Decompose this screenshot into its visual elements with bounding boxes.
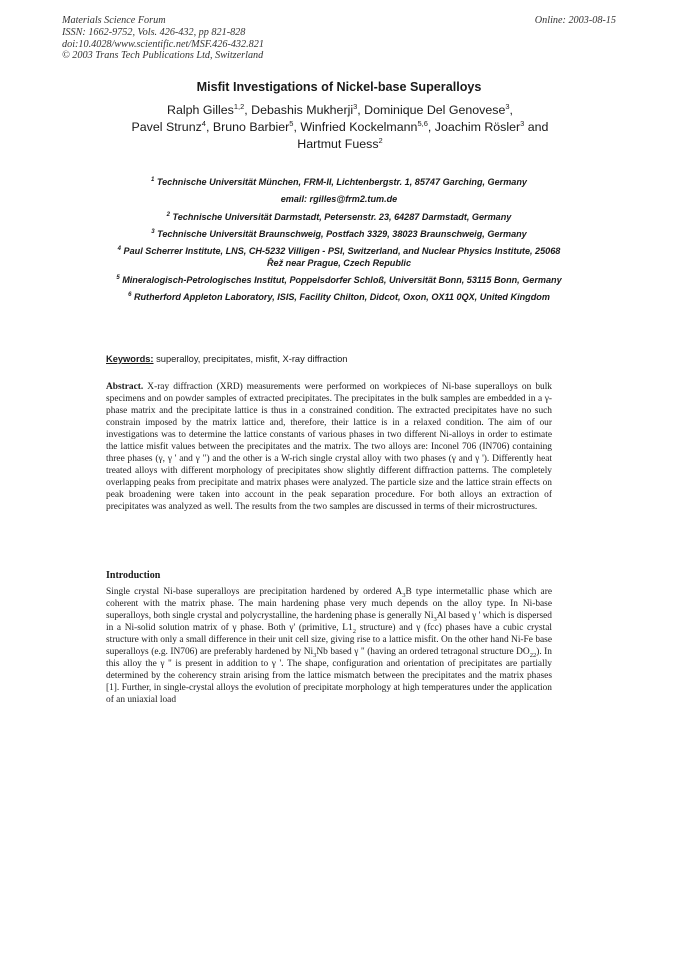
intro-text: Single crystal Ni-base superalloys are precipitation hardened by ordered A: [106, 587, 403, 597]
author-affil-ref: 1,2: [233, 101, 245, 111]
affiliation: [110, 211, 568, 223]
author-name: Winfried Kockelmann: [300, 120, 418, 134]
paper-title: Misfit Investigations of Nickel-base Superalloys: [196, 80, 482, 94]
journal-name: Materials Science Forum: [62, 15, 166, 26]
abstract-label: Abstract.: [106, 382, 144, 392]
affiliation: [110, 176, 568, 188]
affiliation-list: [110, 176, 568, 308]
abstract-text: X-ray diffraction (XRD) measurements were performed on workpieces of Ni-base superalloys on bulk specimens and on powder samples of extracted precipitates. The precipitates in the bulk samples are embedded in a γ-phase matrix and the precipitate lattice is thus in a constrained condition. The extracted precipitates have no such constrain imposed by the matrix lattice and, therefore, their lattice is in a relaxed condition. The aim of our investigations was to determine the lattice constants of various phases in two different Ni-alloys in order to estimate the lattice misfit values between the precipitates and the matrix. The two alloys are: Inconel 706 (IN706) containing three phases (γ, γ ' and γ ") and the other is a W-rich single crystal alloy with two phases (γ and γ '). Differently heat treated alloys with different morphology of precipitates show slightly different diffraction patterns. The completely overlapping peaks from precipitate and matrix phases were analyzed. The particle size and the lattice strain effects on peak broadening were taken into account in the peak separation procedure. For both alloys an extraction of precipitates was analyzed as well. The results from the two samples are discussed in terms of their microstructures.: [106, 382, 552, 513]
subscript: 2: [352, 628, 356, 636]
author-affil-ref: 3: [520, 118, 525, 128]
author-name: Ralph Gilles: [167, 103, 234, 117]
journal-header: [62, 15, 264, 62]
affiliation-text: Paul Scherrer Institute, LNS, CH-5232 Villigen - PSI, Switzerland, and Nuclear Physics Institute, 25068 Řež near Prague, Czech Republic: [123, 246, 561, 268]
keywords-line: [106, 354, 347, 364]
author-affil-ref: 3: [353, 101, 358, 111]
author-affil-ref: 5,6: [417, 118, 428, 128]
author-name: Joachim Rösler: [434, 120, 521, 134]
subscript: 22: [529, 652, 537, 660]
affiliation-number: 3: [151, 228, 155, 235]
keywords-label: Keywords:: [106, 354, 154, 364]
affiliation-number: 4: [117, 245, 121, 252]
intro-text: Nb based γ " (having an ordered tetragonal structure DO: [316, 647, 530, 658]
affiliation-text: Technische Universität München, FRM-II, Lichtenbergstr. 1, 85747 Garching, Germany: [156, 177, 527, 187]
author-affil-ref: 2: [378, 135, 383, 145]
author-affil-ref: 4: [201, 118, 206, 128]
keywords-text: superalloy, precipitates, misfit, X-ray diffraction: [156, 354, 348, 364]
affiliation-number: 2: [166, 211, 170, 218]
subscript: 3: [313, 652, 317, 660]
author-list: Ralph Gilles$^{1,2}$, Debashis Mukherji$^3$, Dominique Del Genovese$^3$, Pavel Strunz$^4$, Bruno Barbier$^5$, Winfried Kockelmann$^{5,6}$, Joachim Rösler$^3$ and Hartmut Fuess$^2$: [131, 101, 549, 151]
introduction-paragraph: [106, 586, 552, 706]
author-name: Pavel Strunz: [131, 120, 202, 134]
affiliation-text: Technische Universität Darmstadt, Petersenstr. 23, 64287 Darmstadt, Germany: [172, 212, 512, 222]
copyright-line: © 2003 Trans Tech Publications Ltd, Switzerland: [62, 50, 264, 62]
issn-line: ISSN: 1662-9752, Vols. 426-432, pp 821-828: [62, 26, 246, 38]
author-affil-ref: 5: [289, 118, 294, 128]
affiliation-text: Mineralogisch-Petrologisches Institut, Poppelsdorfer Schloß, Universität Bonn, 53115 Bonn, Germany: [122, 275, 562, 285]
affiliation: [110, 245, 568, 269]
affiliation-number: 5: [116, 274, 120, 281]
author-name: Dominique Del Genovese: [364, 103, 506, 117]
contact-email: email: rgilles@frm2.tum.de: [280, 194, 398, 204]
affiliation: [110, 274, 568, 286]
affiliation: [110, 228, 568, 240]
author-name: Debashis Mukherji: [251, 103, 354, 117]
introduction-heading: Introduction: [106, 570, 161, 581]
abstract-paragraph: [106, 381, 552, 514]
intro-text: Al based γ ' which is dispersed in a Ni-solid solution matrix of γ phase. Both γ' (primitive, L1: [106, 611, 552, 634]
subscript: 3: [402, 591, 406, 599]
intro-text: B type intermetallic phase which are coherent with the matrix phase. The main hardening phase very much depends on the alloy type. In Ni-base superalloys, both single crystal and polycrystalline, the hardening phase is generally Ni: [106, 587, 552, 622]
intro-text: ). In this alloy the γ " is present in addition to γ '. The shape, configuration and orientation of precipitates are partially determined by the coherency strain arising from the lattice mismatch between the precipitates and the matrix phases [1]. Further, in single-crystal alloys the evolution of precipitate morphology at high temperatures under the application of an uniaxial load: [106, 647, 552, 706]
author-affil-ref: 3: [505, 101, 510, 111]
doi-line: doi:10.4028/www.scientific.net/MSF.426-432.821: [62, 38, 264, 50]
online-date: Online: 2003-08-15: [534, 15, 616, 26]
affiliation-text: Technische Universität Braunschweig, Postfach 3329, 38023 Braunschweig, Germany: [157, 229, 527, 239]
author-name: Bruno Barbier: [212, 120, 290, 134]
affiliation: [110, 291, 568, 303]
affiliation-number: 1: [151, 176, 155, 183]
subscript: 3: [433, 615, 437, 623]
author-name: Hartmut Fuess: [297, 137, 379, 151]
affiliation-number: 6: [128, 291, 132, 298]
intro-text: structure) and γ (fcc) phases have a cubic crystal structure with only a small difference in their unit cell size, giving rise to a lattice misfit. On the other hand Ni-Fe base superalloys (e.g. IN706) are preferably hardened by Ni: [106, 623, 553, 658]
affiliation-text: Rutherford Appleton Laboratory, ISIS, Facility Chilton, Didcot, Oxon, OX11 0QX, United Kingdom: [133, 292, 550, 302]
